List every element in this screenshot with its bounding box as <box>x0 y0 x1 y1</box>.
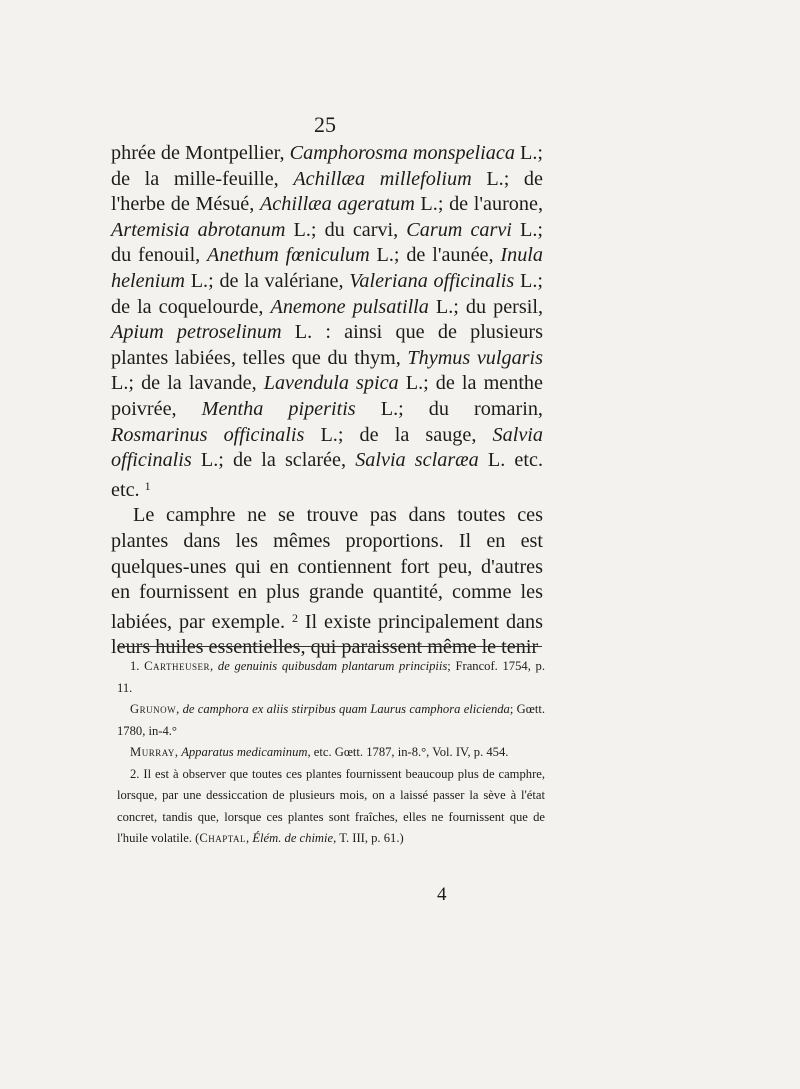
footnote-grunow: Grunow, de camphora ex aliis stirpibus quam Laurus camphora elicienda; Gœtt. 1780, in-4.° <box>117 702 546 738</box>
footnote-murray: Murray, Apparatus medicaminum, etc. Gœtt. 1787, in-8.°, Vol. IV, p. 454. <box>130 745 509 759</box>
footnote-rule <box>117 646 542 647</box>
paragraph-1: phrée de Montpellier, Camphorosma monspeliaca L.; de la mille-feuille, Achillæa millefolium L.; de l'herbe de Mésué, Achillæa ageratum L.; de l'aurone, Artemisia abrotanum L.; du carvi, Carum carvi L.; du fenouil, Anethum fœniculum L.; de l'aunée, Inula helenium L.; de la valériane, Valeriana officinalis L.; de la coquelourde, Anemone pulsatilla L.; du persil, Apium petroselinum L. : ainsi que de plusieurs plantes labiées, telles que du thym, Thymus vulgaris L.; de la lavande, Lavendula spica L.; de la menthe poivrée, Mentha piperitis L.; du romarin, Rosmarinus officinalis L.; de la sauge, Salvia officinalis L.; de la sclarée, Salvia sclaræa L. etc. etc. $^1$ <box>111 142 544 501</box>
main-text <box>111 141 543 661</box>
footnote-1: 1. Cartheuser, de genuinis quibusdam plantarum principiis; Francof. 1754, p. 11. <box>117 659 545 695</box>
footnote-2: 2. Il est à observer que toutes ces plantes fournissent beaucoup plus de camphre, lorsque, par une dessiccation de plusieurs mois, on a laissé passer la sève à l'état concret, tandis que, lorsque ces plantes sont fraîches, elles ne fournissent que de l'huile volatile. (Chaptal, Élém. de chimie, T. III, p. 61.) <box>117 766 545 845</box>
signature-mark: 4 <box>437 884 447 905</box>
page-number: 25 <box>314 112 336 137</box>
paragraph-2: Le camphre ne se trouve pas dans toutes ces plantes dans les mêmes proportions. Il en est quelques-unes qui en contiennent fort peu, d'autres en fournissent en plus grande quantité, comme les labiées, par exemple. $^2$ Il existe principalement dans leurs huiles essentielles, qui paraissent même le tenir <box>111 504 543 659</box>
footnotes <box>117 656 545 850</box>
